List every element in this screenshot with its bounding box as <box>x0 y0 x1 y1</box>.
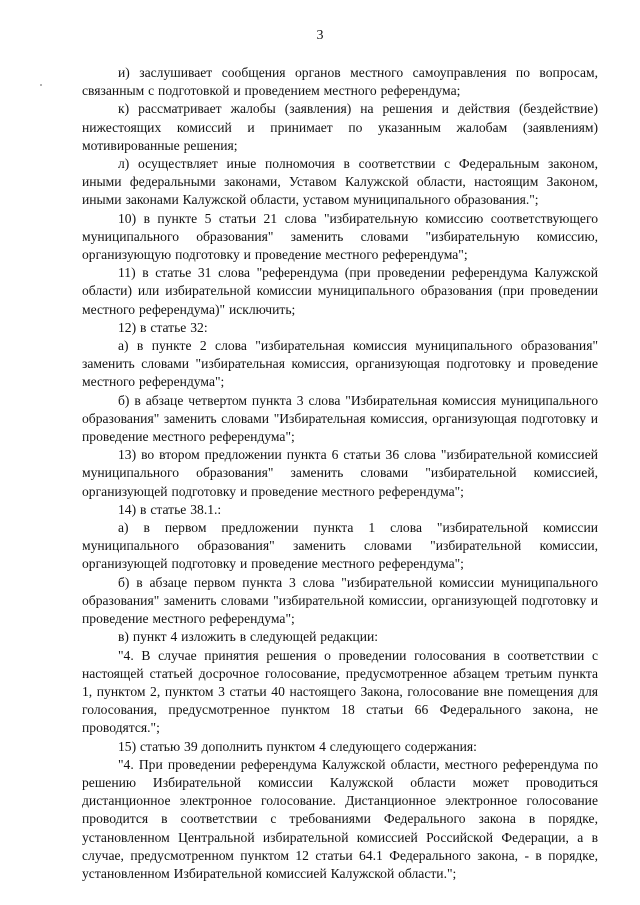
paragraph: в) пункт 4 изложить в следующей редакции: <box>118 629 379 645</box>
page-number: 3 <box>316 28 324 43</box>
paragraph: 15) статью 39 дополнить пунктом 4 следующего содержания: <box>118 738 477 754</box>
scan-mark <box>40 84 42 86</box>
paragraph: б) в абзаце четвертом пункта 3 слова "Избирательная комиссия муниципального образования" заменить словами "Избирательная комиссия, организующая подготовку и проведение местного референдума"; <box>82 392 598 445</box>
paragraph: а) в первом предложении пункта 1 слова "избирательной комиссии муниципального образования" заменить словами "избирательной комиссии, организующей подготовку и проведение местного референдума"; <box>82 520 598 572</box>
paragraph: 10) в пункте 5 статьи 21 слова "избирательную комиссию соответствующего муниципального образования" заменить словами "избирательную комиссию, организующую подготовку и проведение местного референдума"; <box>82 210 598 263</box>
paragraph: и) заслушивает сообщения органов местного самоуправления по вопросам, связанным с подготовкой и проведением местного референдума; <box>82 65 598 99</box>
paragraph: 11) в статье 31 слова "референдума (при проведении референдума Калужской области) или избирательной комиссии муниципального образования (при проведении местного референдума)" исключить; <box>82 265 598 317</box>
paragraph: а) в пункте 2 слова "избирательная комиссия муниципального образования" заменить словами "избирательная комиссия, организующая подготовку и проведение местного референдума"; <box>82 338 598 390</box>
paragraph: 14) в статье 38.1.: <box>118 501 222 517</box>
paragraph: б) в абзаце первом пункта 3 слова "избирательной комиссии муниципального образования" заменить словами "избирательной комиссии, организующей подготовку и проведение местного референдума"; <box>82 574 598 627</box>
paragraph: л) осуществляет иные полномочия в соответствии с Федеральным законом, иными федеральными законами, Уставом Калужской области, настоящим Законом, иными законами Калужской области, уставом муниципального образования."; <box>82 156 598 208</box>
paragraph: 12) в статье 32: <box>118 319 208 335</box>
paragraph: 13) во втором предложении пункта 6 статьи 36 слова "избирательной комиссией муниципального образования" заменить словами "избирательной комиссией, организующей подготовку и проведение местного референдума"; <box>82 447 598 499</box>
document-body <box>82 64 598 883</box>
paragraph: "4. В случае принятия решения о проведении голосования в соответствии с настоящей статьей досрочное голосование, предусмотренное абзацем третьим пункта 1, пунктом 2, пунктом 3 статьи 40 настоящего Закона, голосование вне помещения для голосования, предусмотренное пунктом 18 статьи 66 Федерального закона, не проводятся."; <box>82 647 598 736</box>
paragraph: к) рассматривает жалобы (заявления) на решения и действия (бездействие) нижестоящих комиссий и принимает по указанным жалобам (заявлениям) мотивированные решения; <box>82 101 598 153</box>
paragraph: "4. При проведении референдума Калужской области, местного референдума по решению Избирательной комиссии Калужской области может проводиться дистанционное электронное голосование. Дистанционное электронное голосование проводится в соответствии с требованиями Федерального закона в порядке, установленном Центральной избирательной комиссией Российской Федерации, а в случае, предусмотренном пунктом 12 статьи 64.1 Федерального закона, - в порядке, установленном Избирательной комиссией Калужской области."; <box>82 756 598 881</box>
